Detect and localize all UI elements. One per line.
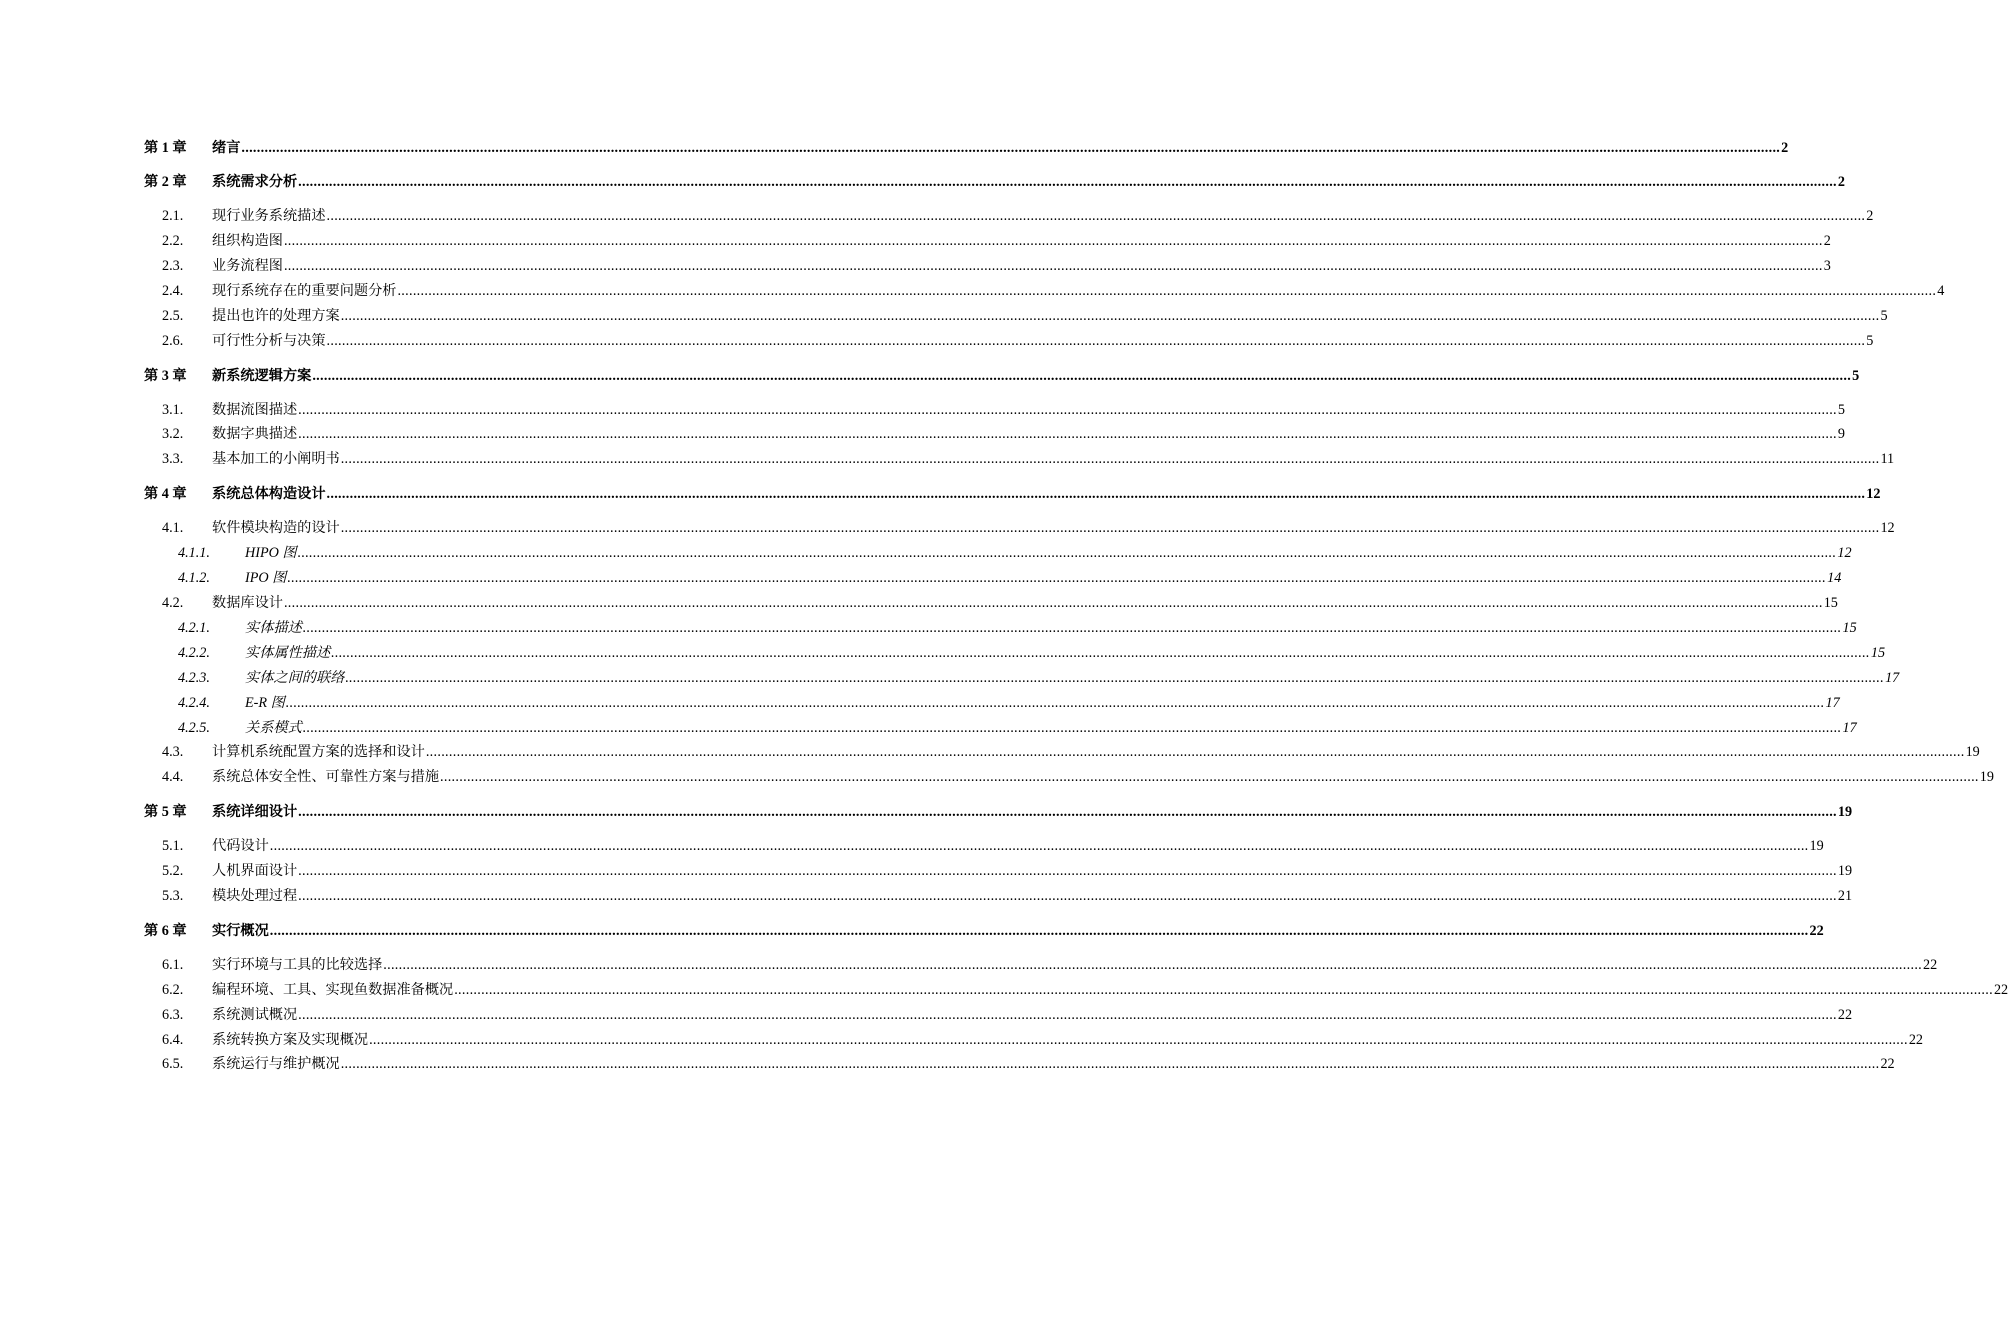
- toc-entry-line: [212, 884, 1853, 908]
- toc-entry[interactable]: [0, 136, 1789, 160]
- toc-entry-page: 22: [1923, 957, 1938, 973]
- toc-entry-line: [212, 591, 1838, 615]
- toc-entry-line: [212, 1028, 1924, 1052]
- dot-leader: ................................................................................................................................................................................................................................................................................................................................................................................................................: [283, 595, 1823, 611]
- toc-entry-title[interactable]: 模块处理过程: [212, 888, 298, 904]
- toc-entry-line: [212, 800, 1853, 824]
- toc-entry-title[interactable]: 绪言: [212, 140, 241, 156]
- toc-entry-number: 第 3 章: [144, 368, 187, 384]
- dot-leader: ................................................................................................................................................................................................................................................................................................................................................................................................................: [454, 982, 1993, 998]
- toc-entry-number: 2.6.: [162, 333, 184, 349]
- toc-entry-number: 5.3.: [162, 888, 184, 904]
- toc-entry-page: 19: [1965, 744, 1980, 760]
- toc-entry[interactable]: [0, 666, 1900, 690]
- toc-entry-page: 11: [1880, 451, 1895, 467]
- toc-entry[interactable]: [0, 170, 1845, 194]
- toc-entry-line: [245, 691, 1840, 715]
- toc-entry-page: 19: [1837, 804, 1853, 820]
- toc-entry-page: 22: [1809, 923, 1824, 939]
- toc-entry-page: 3: [1823, 258, 1831, 274]
- toc-entry[interactable]: [0, 1028, 1924, 1052]
- toc-entry-number: 6.3.: [162, 1007, 184, 1023]
- toc-entry-page: 12: [1837, 545, 1852, 561]
- toc-entry-page: 2: [1823, 233, 1831, 249]
- toc-entry-title[interactable]: 可行性分析与决策: [212, 333, 326, 349]
- toc-entry-number: 6.2.: [162, 982, 184, 998]
- toc-entry-page: 19: [1837, 863, 1853, 879]
- dot-leader: ................................................................................................................................................................................................................................................................................................................................................................................................................: [241, 140, 1781, 156]
- dot-leader: ................................................................................................................................................................................................................................................................................................................................................................................................................: [298, 174, 1837, 190]
- toc-entry[interactable]: [0, 304, 1888, 328]
- toc-entry-line: [212, 447, 1895, 471]
- dot-leader: ................................................................................................................................................................................................................................................................................................................................................................................................................: [312, 368, 1852, 384]
- toc-entry-number: 4.2.4.: [178, 695, 210, 711]
- toc-entry[interactable]: [0, 616, 1857, 640]
- dot-leader: ................................................................................................................................................................................................................................................................................................................................................................................................................: [383, 957, 1923, 973]
- toc-entry[interactable]: [0, 398, 1845, 422]
- toc-entry-page: 5: [1852, 368, 1860, 384]
- dot-leader: ................................................................................................................................................................................................................................................................................................................................................................................................................: [340, 308, 1880, 324]
- toc-entry-line: [212, 204, 1874, 228]
- toc-entry[interactable]: [0, 765, 1994, 789]
- dot-leader: ................................................................................................................................................................................................................................................................................................................................................................................................................: [326, 486, 1866, 502]
- dot-leader: ................................................................................................................................................................................................................................................................................................................................................................................................................: [283, 233, 1823, 249]
- toc-entry[interactable]: [0, 1052, 1895, 1076]
- dot-leader: ................................................................................................................................................................................................................................................................................................................................................................................................................: [285, 695, 1825, 711]
- toc-entry-title[interactable]: 系统总体安全性、可靠性方案与措施: [212, 769, 440, 785]
- toc-entry-page: 2: [1837, 174, 1845, 190]
- toc-entry[interactable]: [0, 329, 1874, 353]
- toc-entry-title[interactable]: 计算机系统配置方案的选择和设计: [212, 744, 425, 760]
- toc-entry-number: 4.2.3.: [178, 670, 210, 686]
- toc-entry-number: 2.1.: [162, 208, 184, 224]
- toc-entry[interactable]: [0, 254, 1831, 278]
- toc-entry-number: 4.1.1.: [178, 545, 210, 561]
- dot-leader: ................................................................................................................................................................................................................................................................................................................................................................................................................: [340, 1056, 1880, 1072]
- toc-entry-line: [245, 666, 1900, 690]
- toc-entry-number: 5.2.: [162, 863, 184, 879]
- toc-entry-number: 第 1 章: [144, 140, 187, 156]
- toc-entry-number: 3.2.: [162, 426, 184, 442]
- toc-entry[interactable]: [0, 834, 1824, 858]
- toc-entry-line: [212, 304, 1888, 328]
- toc-entry-page: 5: [1837, 402, 1845, 418]
- toc-entry-title[interactable]: IPO 图: [245, 570, 287, 586]
- toc-entry-number: 3.3.: [162, 451, 184, 467]
- toc-entry-page: 2: [1781, 140, 1789, 156]
- toc-entry-page: 22: [1880, 1056, 1895, 1072]
- toc-entry-line: [212, 859, 1853, 883]
- toc-entry[interactable]: [0, 691, 1840, 715]
- dot-leader: ................................................................................................................................................................................................................................................................................................................................................................................................................: [302, 620, 1842, 636]
- toc-entry-number: 4.2.: [162, 595, 184, 611]
- toc-entry-title[interactable]: 系统运行与维护概况: [212, 1056, 340, 1072]
- toc-entry-page: 9: [1837, 426, 1845, 442]
- toc-entry-page: 5: [1866, 333, 1874, 349]
- toc-entry-line: [212, 953, 1938, 977]
- dot-leader: ................................................................................................................................................................................................................................................................................................................................................................................................................: [340, 520, 1880, 536]
- toc-entry-page: 4: [1937, 283, 1945, 299]
- toc-entry-line: [212, 765, 1994, 789]
- toc-entry[interactable]: [0, 740, 1980, 764]
- toc-entry-number: 4.4.: [162, 769, 184, 785]
- toc-entry-line: [212, 740, 1980, 764]
- toc-entry-title[interactable]: 实体之间的联络: [245, 670, 345, 686]
- toc-entry[interactable]: [0, 422, 1845, 446]
- toc-entry-page: 21: [1837, 888, 1853, 904]
- toc-entry[interactable]: [0, 541, 1852, 565]
- toc-entry-title[interactable]: 数据库设计: [212, 595, 283, 611]
- toc-entry-title[interactable]: 业务流程图: [212, 258, 283, 274]
- dot-leader: ................................................................................................................................................................................................................................................................................................................................................................................................................: [425, 744, 1965, 760]
- toc-entry-line: [212, 364, 1860, 388]
- toc-entry-line: [245, 541, 1852, 565]
- toc-entry[interactable]: [0, 566, 1842, 590]
- toc-entry-title[interactable]: 现行系统存在的重要问题分析: [212, 283, 397, 299]
- toc-entry[interactable]: [0, 716, 1857, 740]
- dot-leader: ................................................................................................................................................................................................................................................................................................................................................................................................................: [283, 258, 1823, 274]
- toc-entry-line: [212, 254, 1831, 278]
- toc-entry-line: [245, 641, 1886, 665]
- toc-entry[interactable]: [0, 516, 1895, 540]
- toc-entry-line: [212, 422, 1845, 446]
- toc-entry-number: 第 5 章: [144, 804, 187, 820]
- toc-entry-title[interactable]: 组织构造图: [212, 233, 283, 249]
- toc-entry-title[interactable]: 实体属性描述: [245, 645, 331, 661]
- toc-entry-number: 4.2.1.: [178, 620, 210, 636]
- toc-entry[interactable]: [0, 859, 1853, 883]
- toc-entry-number: 第 2 章: [144, 174, 187, 190]
- toc-entry-title[interactable]: 数据流图描述: [212, 402, 298, 418]
- toc-entry-line: [245, 716, 1857, 740]
- toc-entry-title[interactable]: 实行概况: [212, 923, 269, 939]
- dot-leader: ................................................................................................................................................................................................................................................................................................................................................................................................................: [440, 769, 1979, 785]
- toc-entry-page: 17: [1885, 670, 1900, 686]
- toc-entry-number: 2.4.: [162, 283, 184, 299]
- dot-leader: ................................................................................................................................................................................................................................................................................................................................................................................................................: [298, 888, 1837, 904]
- dot-leader: ................................................................................................................................................................................................................................................................................................................................................................................................................: [269, 923, 1809, 939]
- dot-leader: ................................................................................................................................................................................................................................................................................................................................................................................................................: [397, 283, 1937, 299]
- toc-entry-number: 6.5.: [162, 1056, 184, 1072]
- toc-entry-number: 2.3.: [162, 258, 184, 274]
- dot-leader: ................................................................................................................................................................................................................................................................................................................................................................................................................: [302, 720, 1842, 736]
- toc-entry[interactable]: [0, 482, 1881, 506]
- toc-entry-page: 19: [1809, 838, 1824, 854]
- toc-entry-page: 17: [1825, 695, 1840, 711]
- toc-entry-title[interactable]: 系统转换方案及实现概况: [212, 1032, 369, 1048]
- toc-entry-line: [212, 136, 1789, 160]
- toc-entry-line: [212, 170, 1845, 194]
- dot-leader: ................................................................................................................................................................................................................................................................................................................................................................................................................: [298, 863, 1837, 879]
- toc-entry-page: 22: [1908, 1032, 1924, 1048]
- toc-entry-title[interactable]: E-R 图: [245, 695, 285, 711]
- dot-leader: ................................................................................................................................................................................................................................................................................................................................................................................................................: [340, 451, 1880, 467]
- toc-entry[interactable]: [0, 204, 1874, 228]
- toc-entry-number: 4.1.: [162, 520, 184, 536]
- toc-entry-line: [212, 834, 1824, 858]
- toc-entry-number: 第 4 章: [144, 486, 187, 502]
- toc-entry-title[interactable]: 系统总体构造设计: [212, 486, 326, 502]
- toc-entry-page: 22: [1993, 982, 2008, 998]
- toc-entry[interactable]: [0, 279, 1945, 303]
- toc-entry[interactable]: [0, 953, 1938, 977]
- toc-entry-line: [245, 566, 1842, 590]
- toc-entry-line: [212, 279, 1945, 303]
- toc-entry-page: 15: [1870, 645, 1886, 661]
- dot-leader: ................................................................................................................................................................................................................................................................................................................................................................................................................: [345, 670, 1885, 686]
- toc-entry-line: [212, 482, 1881, 506]
- dot-leader: ................................................................................................................................................................................................................................................................................................................................................................................................................: [369, 1032, 1908, 1048]
- toc-entry-line: [212, 398, 1845, 422]
- toc-entry-title[interactable]: HIPO 图: [245, 545, 297, 561]
- toc-entry-page: 12: [1866, 486, 1881, 502]
- dot-leader: ................................................................................................................................................................................................................................................................................................................................................................................................................: [287, 570, 1827, 586]
- toc-entry-number: 4.2.2.: [178, 645, 210, 661]
- toc-entry-line: [212, 919, 1824, 943]
- toc-entry-title[interactable]: 代码设计: [212, 838, 269, 854]
- toc-entry-page: 12: [1880, 520, 1895, 536]
- toc-entry[interactable]: [0, 1003, 1853, 1027]
- toc-entry-line: [245, 616, 1857, 640]
- toc-entry[interactable]: [0, 919, 1824, 943]
- toc-entry-page: 15: [1842, 620, 1857, 636]
- dot-leader: ................................................................................................................................................................................................................................................................................................................................................................................................................: [326, 333, 1866, 349]
- toc-entry-page: 5: [1880, 308, 1888, 324]
- toc-entry-title[interactable]: 系统测试概况: [212, 1007, 298, 1023]
- toc-entry-number: 第 6 章: [144, 923, 187, 939]
- toc-entry-number: 6.1.: [162, 957, 184, 973]
- toc-entry-line: [212, 1003, 1853, 1027]
- toc-entry-page: 19: [1979, 769, 1994, 785]
- toc-entry-number: 2.2.: [162, 233, 184, 249]
- toc-entry[interactable]: [0, 884, 1853, 908]
- toc-entry[interactable]: [0, 447, 1895, 471]
- dot-leader: ................................................................................................................................................................................................................................................................................................................................................................................................................: [269, 838, 1809, 854]
- toc-entry-number: 5.1.: [162, 838, 184, 854]
- toc-entry-number: 6.4.: [162, 1032, 184, 1048]
- dot-leader: ................................................................................................................................................................................................................................................................................................................................................................................................................: [298, 804, 1837, 820]
- toc-entry-line: [212, 1052, 1895, 1076]
- toc-entry-title[interactable]: 系统需求分析: [212, 174, 298, 190]
- toc-entry-page: 2: [1866, 208, 1874, 224]
- toc-entry[interactable]: [0, 978, 2008, 1002]
- toc-entry-number: 3.1.: [162, 402, 184, 418]
- toc-entry-title[interactable]: 新系统逻辑方案: [212, 368, 312, 384]
- toc-entry-title[interactable]: 系统详细设计: [212, 804, 298, 820]
- toc-entry[interactable]: [0, 591, 1838, 615]
- toc-entry-title[interactable]: 人机界面设计: [212, 863, 298, 879]
- toc-entry-number: 2.5.: [162, 308, 184, 324]
- toc-entry-line: [212, 978, 2008, 1002]
- toc-entry-number: 4.2.5.: [178, 720, 210, 736]
- toc-entry-title[interactable]: 基本加工的小阐明书: [212, 451, 340, 467]
- toc-entry-page: 15: [1823, 595, 1838, 611]
- toc-entry-title[interactable]: 现行业务系统描述: [212, 208, 326, 224]
- toc-entry-title[interactable]: 实体描述: [245, 620, 302, 636]
- dot-leader: ................................................................................................................................................................................................................................................................................................................................................................................................................: [331, 645, 1870, 661]
- dot-leader: ................................................................................................................................................................................................................................................................................................................................................................................................................: [297, 545, 1837, 561]
- toc-entry-number: 4.1.2.: [178, 570, 210, 586]
- toc-entry-title[interactable]: 编程环境、工具、实现鱼数据准备概况: [212, 982, 454, 998]
- toc-entry-title[interactable]: 数据字典描述: [212, 426, 298, 442]
- dot-leader: ................................................................................................................................................................................................................................................................................................................................................................................................................: [326, 208, 1866, 224]
- toc-entry[interactable]: [0, 800, 1853, 824]
- toc-entry-title[interactable]: 软件模块构造的设计: [212, 520, 340, 536]
- dot-leader: ................................................................................................................................................................................................................................................................................................................................................................................................................: [298, 426, 1837, 442]
- dot-leader: ................................................................................................................................................................................................................................................................................................................................................................................................................: [298, 402, 1837, 418]
- toc-entry-line: [212, 516, 1895, 540]
- toc-entry[interactable]: [0, 364, 1860, 388]
- toc-entry-title[interactable]: 关系模式: [245, 720, 302, 736]
- toc-entry-page: 22: [1837, 1007, 1853, 1023]
- toc-entry-title[interactable]: 提出也许的处理方案: [212, 308, 340, 324]
- toc-entry[interactable]: [0, 229, 1831, 253]
- toc-entry-page: 17: [1842, 720, 1857, 736]
- toc-entry-page: 14: [1827, 570, 1842, 586]
- toc-entry-line: [212, 329, 1874, 353]
- toc-entry-number: 4.3.: [162, 744, 184, 760]
- toc-entry[interactable]: [0, 641, 1886, 665]
- dot-leader: ................................................................................................................................................................................................................................................................................................................................................................................................................: [298, 1007, 1837, 1023]
- toc-entry-title[interactable]: 实行环境与工具的比较选择: [212, 957, 383, 973]
- toc-entry-line: [212, 229, 1831, 253]
